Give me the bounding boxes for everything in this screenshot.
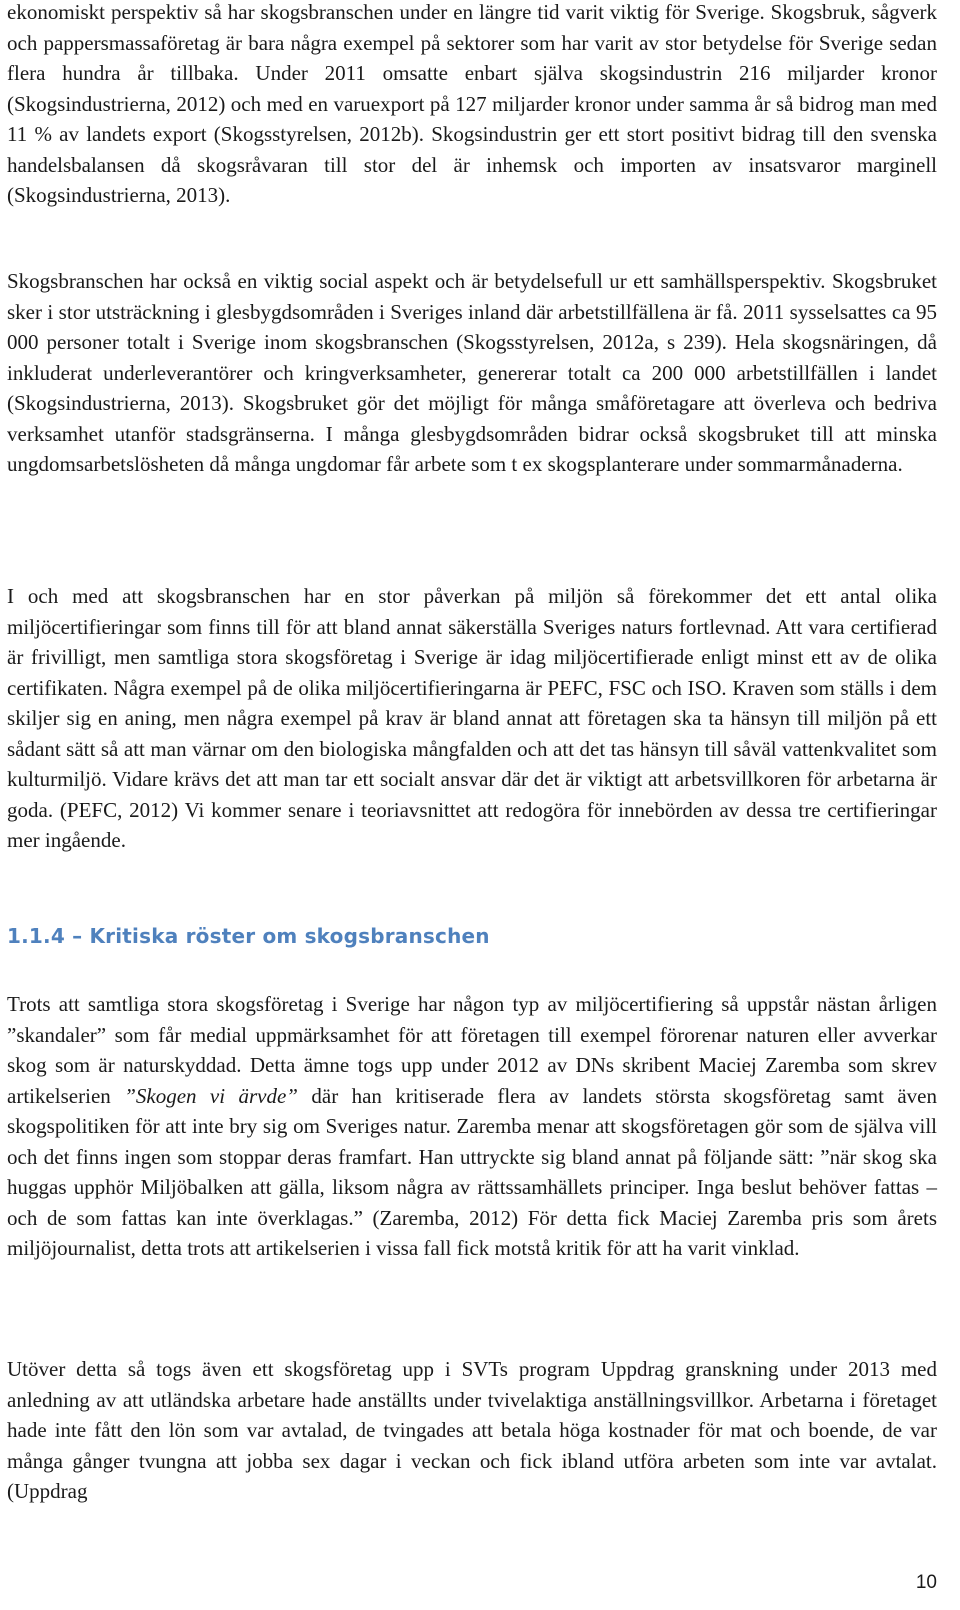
paragraph-text-part: Trots att samtliga stora skogsföretag i Sverige har någon typ av miljöcertifiering så uppstår nästan årligen ”skandaler” som får medial uppmärksamhet för att företagen till exempel förorenar naturen eller avverkar skog som är naturskyddad. Detta ämne togs upp under 2012 av DNs skribent Maciej Zaremba som skrev artikelserien bbox=[7, 992, 937, 1108]
paragraph-economic-perspective: ekonomiskt perspektiv så har skogsbranschen under en längre tid varit viktig för Sverige. Skogsbruk, sågverk och pappersmassaföretag är bara några exempel på sektorer som har varit av stor betydelse för Sverige sedan flera hundra år tillbaka. Under 2011 omsatte enbart själva skogsindustrin 216 miljarder kronor (Skogsindustrierna, 2012) och med en varuexport på 127 miljarder kronor under samma år så bidrog man med 11 % av landets export (Skogsstyrelsen, 2012b). Skogsindustrin ger ett stort positivt bidrag till den svenska handelsbalansen då skogsråvaran till stor del är inhemsk och importen av insatsvaror marginell (Skogsindustrierna, 2013). bbox=[7, 0, 937, 207]
page-number: 10 bbox=[915, 1572, 937, 1593]
section-heading bbox=[7, 924, 490, 948]
paragraph-critical-voices bbox=[7, 989, 937, 1264]
article-series-title: ”Skogen vi ärvde” bbox=[124, 1083, 298, 1108]
paragraph-social-aspect: Skogsbranschen har också en viktig social aspekt och är betydelsefull ur ett samhällsperspektiv. Skogsbruket sker i stor utsträckning i glesbygdsområden i Sveriges inland där arbetstillfällena är få. 2011 sysselsattes ca 95 000 personer totalt i Sverige inom skogsbranschen (Skogsstyrelsen, 2012a, s 239). Hela skogsnäringen, då inkluderat underleverantörer och kringverksamheter, genererar totalt ca 200 000 arbetstillfällen i landet (Skogsindustrierna, 2013). Skogsbruket gör det möjligt för många småföretagare att överleva och bedriva verksamhet utanför stadsgränserna. I många glesbygdsområden bidrar också skogsbruket till att minska ungdomsarbetslösheten då många ungdomar får arbete som t ex skogsplanterare under sommarmånaderna. bbox=[7, 269, 937, 476]
section-title: Kritiska röster om skogsbranschen bbox=[89, 924, 490, 948]
paragraph-environmental-certifications: I och med att skogsbranschen har en stor påverkan på miljön så förekommer det ett antal olika miljöcertifieringar som finns till för att bland annat säkerställa Sveriges naturs fortlevnad. Att vara certifierad är frivilligt, men samtliga stora skogsföretag i Sverige är idag miljöcertifierade enligt minst ett av de olika certifikaten. Några exempel på de olika miljöcertifieringarna är PEFC, FSC och ISO. Kraven som ställs i dem skiljer sig en aning, men några exempel på krav är bland annat att företagen ska ta hänsyn till miljön på ett sådant sätt så att man värnar om den biologiska mångfalden och att det tas hänsyn till såväl vattenkvalitet som kulturmiljö. Vidare krävs det att man tar ett socialt ansvar där det är viktigt att arbetsvillkoren för arbetarna är goda. (PEFC, 2012) Vi kommer senare i teoriavsnittet att redogöra för innebörden av dessa tre certifieringar mer ingående. bbox=[7, 584, 937, 852]
section-number: 1.1.4 bbox=[7, 924, 65, 948]
section-separator: – bbox=[64, 924, 90, 948]
paragraph-text-part: där han kritiserade flera av landets största skogsföretag samt även skogspolitiken för att inte bry sig om Sveriges natur. Zaremba menar att skogsföretagen gör som de själva vill och det finns ingen som stoppar deras framfart. Han uttryckte sig bland annat på följande sätt: ”när skog ska huggas upphör Miljöbalken att gälla, liksom några av rättssamhällets principer. Inga beslut behöver fattas – och de som fattas kan inte överklagas.” (Zaremba, 2012) För detta fick Maciej Zaremba pris som årets miljöjournalist, detta trots att artikelserien i vissa fall fick motstå kritik för att ha varit vinklad. bbox=[7, 1083, 937, 1260]
paragraph-svt-review: Utöver detta så togs även ett skogsföretag upp i SVTs program Uppdrag granskning under 2013 med anledning av att utländska arbetare hade anställts under tvivelaktiga anställningsvillkor. Arbetarna i företaget hade inte fått den lön som var avtalad, de tvingades att betala höga kostnader för mat och boende, de var många gånger tvungna att jobba sex dagar i veckan och fick ibland utföra arbeten som inte var avtalat. (Uppdrag bbox=[7, 1357, 937, 1503]
